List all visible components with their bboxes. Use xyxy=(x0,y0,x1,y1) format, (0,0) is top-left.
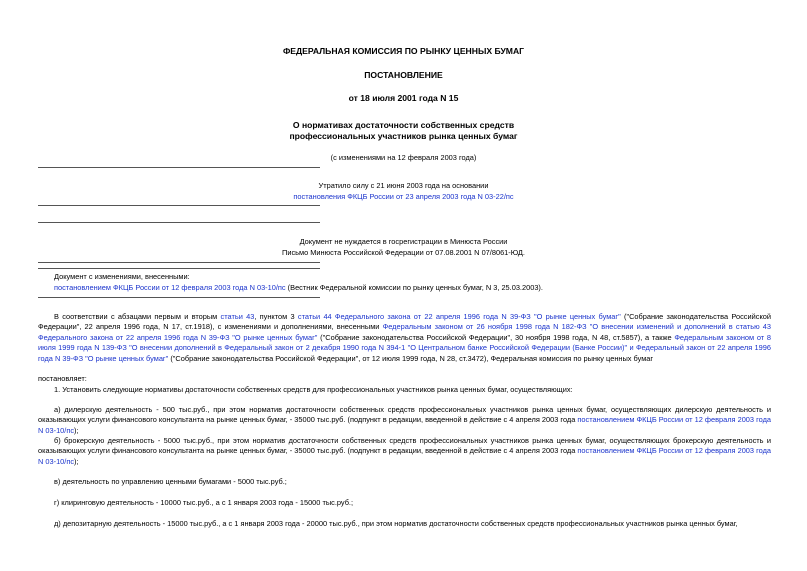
item-b-amendment-link[interactable]: постановлением ФКЦБ России от 12 февраля 2003 года N 03-10/пс xyxy=(38,446,771,466)
changes-link[interactable]: постановлением ФКЦБ России от 12 февраля 2003 года N 03-10/пс xyxy=(54,283,286,292)
doc-date-number: от 18 июля 2001 года N 15 xyxy=(348,93,459,103)
changes-source: (Вестник Федеральной комиссии по рынку ценных бумаг, N 3, 25.03.2003). xyxy=(285,283,543,292)
law-139-fz-link[interactable]: Федеральным законом от 8 июля 1999 года N 139-ФЗ "О внесении дополнений в Федеральный закон от 2 декабря 1990 года N 394-1 "О Центральном банке Российской Федерации (Банке России)" и Федеральный закон от 22 апреля 1996 года N 39-ФЗ "О рынке ценных бумаг" xyxy=(38,332,771,363)
item-g: г) клиринговую деятельность - 10000 тыс.руб., а с 1 января 2003 года - 15000 тыс.руб.; xyxy=(54,498,354,507)
void-notice: Утратило силу с 21 июня 2003 года на основании xyxy=(318,181,489,190)
divider xyxy=(38,205,320,206)
doc-title-line2: профессиональных участников рынка ценных бумаг xyxy=(289,131,518,141)
agency-name: ФЕДЕРАЛЬНАЯ КОМИССИЯ ПО РЫНКУ ЦЕННЫХ БУМАГ xyxy=(282,46,525,56)
void-notice-link[interactable]: постановления ФКЦБ России от 23 апреля 2003 года N 03-22/пс xyxy=(293,192,514,201)
divider xyxy=(38,297,320,298)
item-a: а) дилерскую деятельность - 500 тыс.руб., при этом норматив достаточности собственных средств профессиональных участников рынка ценных бумаг, осуществляющих дилерскую деятельность и оказывающих услуги финансового консультанта на рынке ценных бумаг, - 35000 тыс.руб. (подпункт в редакции, введенной в действие с 4 апреля 2003 года постановлением ФКЦБ России от 12 февраля 2003 года N 03-10/пс); xyxy=(38,405,771,435)
changes-line xyxy=(54,283,543,293)
item-d: д) депозитарную деятельность - 15000 тыс.руб., а с 1 января 2003 года - 20000 тыс.руб., при этом норматив достаточности собственных средств профессиональных участников рынка ценных бумаг, xyxy=(54,519,738,528)
article-43-link[interactable]: статьи 43 xyxy=(220,312,255,321)
registration-letter: Письмо Минюста Российской Федерации от 07.08.2001 N 07/8061-ЮД. xyxy=(282,248,525,257)
doc-type: ПОСТАНОВЛЕНИЕ xyxy=(364,70,443,80)
changes-label: Документ с изменениями, внесенными: xyxy=(54,272,190,281)
item-v: в) деятельность по управлению ценными бумагами - 5000 тыс.руб.; xyxy=(54,477,287,486)
registration-note: Документ не нуждается в госрегистрации в Минюста России xyxy=(299,237,508,246)
item-b: б) брокерскую деятельность - 5000 тыс.руб., при этом норматив достаточности собственных средств профессиональных участников рынка ценных бумаг, осуществляющих брокерскую деятельность и оказывающих услуги финансового консультанта на рынке ценных бумаг, - 35000 тыс.руб. (подпункт в редакции, введенной в действие с 4 апреля 2003 года постановлением ФКЦБ России от 12 февраля 2003 года N 03-10/пс); xyxy=(38,436,771,466)
doc-title-line1: О нормативах достаточности собственных средств xyxy=(292,120,515,130)
preamble-paragraph: В соответствии с абзацами первым и вторым статьи 43, пунктом 3 статьи 44 Федерального закона от 22 апреля 1996 года N 39-ФЗ "О рынке ценных бумаг" ("Собрание законодательства Российской Федерации", 22 апреля 1996 года, N 17, ст.1918), с изменениями и дополнениями, внесенными Федеральным законом от 26 ноября 1998 года N 182-ФЗ "О внесении изменений и дополнений в статью 43 Федерального закона от 22 апреля 1996 года N 39-ФЗ "О рынке ценных бумаг" ("Собрание законодательства Российской Федерации", 30 ноября 1998 года, N 48, ст.5857), а также Федеральным законом от 8 июля 1999 года N 139-ФЗ "О внесении дополнений в Федеральный закон от 2 декабря 1990 года N 394-1 "О Центральном банке Российской Федерации (Банке России)" и Федеральный закон от 22 апреля 1996 года N 39-ФЗ "О рынке ценных бумаг" ("Собрание законодательства Российской Федерации", от 12 июля 1999 года, N 28, ст.3472), Федеральная комиссия по рынку ценных бумаг xyxy=(38,312,771,363)
divider xyxy=(38,167,320,168)
item-a-amendment-link[interactable]: постановлением ФКЦБ России от 12 февраля 2003 года N 03-10/пс xyxy=(38,415,771,435)
resolves-heading: постановляет: xyxy=(38,374,87,383)
divider xyxy=(38,262,320,263)
law-182-fz-link[interactable]: Федеральным законом от 26 ноября 1998 года N 182-ФЗ "О внесении изменений и дополнений в статью 43 Федерального закона от 22 апреля 1996 года N 39-ФЗ "О рынке ценных бумаг" xyxy=(38,322,771,342)
item-1: 1. Установить следующие нормативы достаточности собственных средств для профессиональных участников рынка ценных бумаг, осуществляющих: xyxy=(54,385,573,394)
divider xyxy=(38,222,320,223)
article-44-link[interactable]: статьи 44 Федерального закона от 22 апреля 1996 года N 39-ФЗ "О рынке ценных бумаг" xyxy=(297,312,621,321)
amended-note: (с изменениями на 12 февраля 2003 года) xyxy=(330,153,477,162)
divider xyxy=(38,268,320,269)
